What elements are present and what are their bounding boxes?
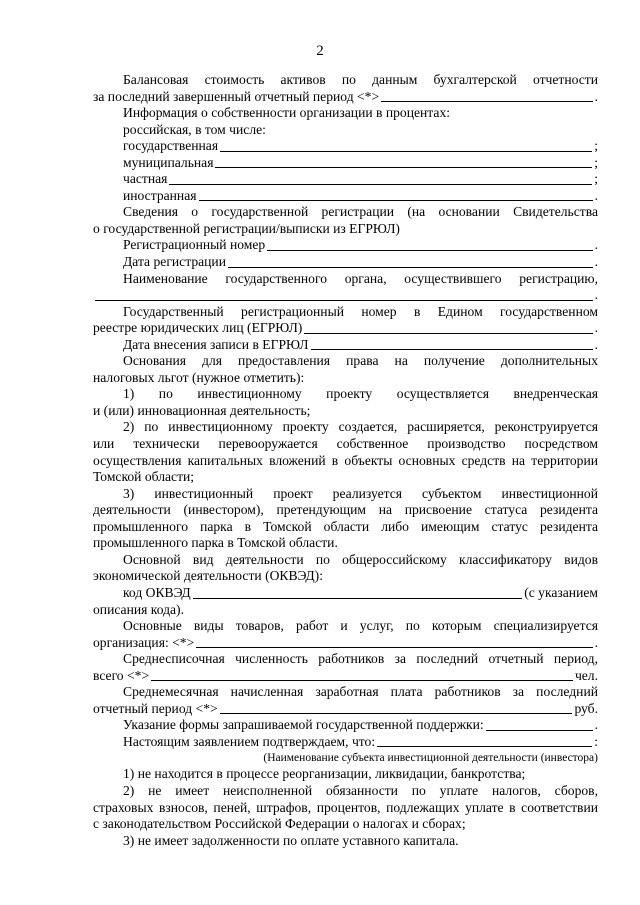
ground-3-line-3: промышленного парка в Томской области либо имеющим статус резидента (93, 518, 598, 534)
investor-name-input-line[interactable] (377, 734, 592, 747)
ground-3-line-2: деятельности (инвестором), претендующим на присвоение статуса резидента (93, 502, 598, 518)
salary-unit: руб. (574, 700, 598, 716)
egrul-input-line[interactable] (304, 321, 592, 334)
staff-input-line[interactable] (151, 668, 573, 681)
authority-period: . (594, 287, 598, 303)
salary-field-row (93, 701, 598, 718)
okved-note-2: описания кода). (93, 601, 184, 617)
reg-date-label: Дата регистрации (123, 254, 226, 270)
okved-line-2: экономической деятельности (ОКВЭД): (93, 568, 323, 584)
confirm-label: Настоящим заявлением подтверждаем, что: (123, 733, 376, 749)
balance-input-line[interactable] (381, 89, 592, 102)
reg-number-label: Регистрационный номер (123, 237, 266, 253)
goods-label: организация: <*> (93, 634, 195, 650)
state-input-line[interactable] (220, 139, 592, 152)
goods-line-1: Основные виды товаров, работ и услуг, по которым специализируется (123, 618, 598, 634)
reg-date-period: . (594, 254, 598, 270)
support-form-label: Указание формы запрашиваемой государственной поддержки: (123, 717, 484, 733)
okved-code-label: код ОКВЭД (123, 584, 191, 600)
ownership-russian: российская, в том числе: (123, 121, 266, 137)
support-form-period: . (594, 717, 598, 733)
okved-code-input-line[interactable] (193, 586, 523, 599)
balance-label: за последний завершенный отчетный период <*> (93, 88, 380, 104)
ground-2-line-1: 2) по инвестиционному проекту создается, расширяется, реконструируется (123, 419, 598, 435)
reg-info-line-2: о государственной регистрации/выписки из ЕГРЮЛ) (93, 220, 400, 236)
balance-period: . (594, 88, 598, 104)
okved-line-1: Основной вид деятельности по общероссийскому классификатору видов (123, 551, 598, 567)
egrul-line-1: Государственный регистрационный номер в Едином государственном (123, 303, 598, 319)
staff-label: всего <*> (93, 667, 150, 683)
ground-1-line-2: и (или) инновационная деятельность; (93, 402, 311, 418)
staff-field-row (93, 668, 598, 685)
state-row (93, 138, 598, 155)
egrul-date-period: . (594, 336, 598, 352)
investor-name-caption: (Наименование субъекта инвестиционной деятельности (инвестора) (263, 752, 598, 765)
staff-line-1: Среднесписочная численность работников за последний отчетный период, (123, 651, 598, 667)
municipal-label: муниципальная (123, 154, 214, 170)
foreign-input-line[interactable] (199, 188, 593, 201)
egrul-period: . (594, 320, 598, 336)
ground-3-line-4: промышленного парка в Томской области. (93, 535, 338, 551)
goods-field-row (93, 635, 598, 652)
egrul-date-row (93, 337, 598, 354)
municipal-row (93, 155, 598, 172)
confirm-3: 3) не имеет задолженности по оплате уставного капитала. (123, 832, 459, 848)
grounds-line-1: Основания для предоставления права на получение дополнительных (123, 353, 598, 369)
goods-input-line[interactable] (196, 635, 592, 648)
confirm-2-line-2: страховых взносов, пеней, штрафов, процентов, подлежащих уплате в соответствии (93, 799, 598, 815)
confirm-colon: : (594, 733, 598, 749)
ground-2-line-3: осуществления капитальных вложений в объекты основных средств на территории (93, 452, 598, 468)
private-input-line[interactable] (169, 172, 592, 185)
foreign-row (93, 188, 598, 205)
balance-field-row (93, 89, 598, 106)
municipal-input-line[interactable] (215, 155, 592, 168)
grounds-line-2: налоговых льгот (нужное отметить): (93, 369, 305, 385)
okved-note: (с указанием (524, 584, 598, 600)
state-label: государственная (123, 138, 219, 154)
reg-info-line-1: Сведения о государственной регистрации (на основании Свидетельства (123, 204, 598, 220)
egrul-date-input-line[interactable] (311, 337, 593, 350)
ground-2-line-2: или технически перевооружается собственное производство посредством (93, 436, 598, 452)
goods-period: . (594, 634, 598, 650)
foreign-period: . (594, 187, 598, 203)
authority-input-line[interactable] (95, 288, 593, 301)
confirm-1: 1) не находится в процессе реорганизации, ликвидации, банкротства; (123, 766, 526, 782)
private-semicolon: ; (594, 171, 598, 187)
balance-line-1: Балансовая стоимость активов по данным бухгалтерской отчетности (123, 72, 598, 87)
foreign-label: иностранная (123, 187, 197, 203)
authority-field-row (93, 287, 598, 304)
municipal-semicolon: ; (594, 154, 598, 170)
authority-line: Наименование государственного органа, осуществившего регистрацию, (123, 270, 598, 286)
ownership-heading: Информация о собственности организации в процентах: (123, 105, 451, 121)
reg-number-period: . (594, 237, 598, 253)
support-form-input-line[interactable] (486, 718, 593, 731)
salary-input-line[interactable] (220, 701, 573, 714)
support-form-row (93, 717, 598, 734)
okved-code-row (93, 585, 598, 602)
private-row (93, 171, 598, 188)
private-label: частная (123, 171, 168, 187)
reg-date-row (93, 254, 598, 271)
confirm-2-line-1: 2) не имеет неисполненной обязанности по уплате налогов, сборов, (123, 782, 598, 798)
egrul-field-row (93, 320, 598, 337)
ground-2-line-4: Томской области; (93, 469, 195, 485)
egrul-date-label: Дата внесения записи в ЕГРЮЛ (123, 336, 309, 352)
page-number: 2 (316, 43, 324, 59)
reg-number-row (93, 237, 598, 254)
egrul-label: реестре юридических лиц (ЕГРЮЛ) (93, 320, 303, 336)
ground-3-line-1: 3) инвестиционный проект реализуется субъектом инвестиционной (123, 485, 598, 501)
form-document (93, 72, 598, 849)
confirm-2-line-3: с законодательством Российской Федерации о налогах и сборах; (93, 816, 466, 832)
confirm-row (93, 734, 598, 751)
salary-line-1: Среднемесячная начисленная заработная плата работников за последний (123, 684, 598, 700)
staff-unit: чел. (574, 667, 598, 683)
state-semicolon: ; (594, 138, 598, 154)
reg-date-input-line[interactable] (228, 255, 593, 268)
salary-label: отчетный период <*> (93, 700, 218, 716)
ground-1-line-1: 1) по инвестиционному проекту осуществляется внедренческая (123, 386, 598, 402)
reg-number-input-line[interactable] (267, 238, 592, 251)
